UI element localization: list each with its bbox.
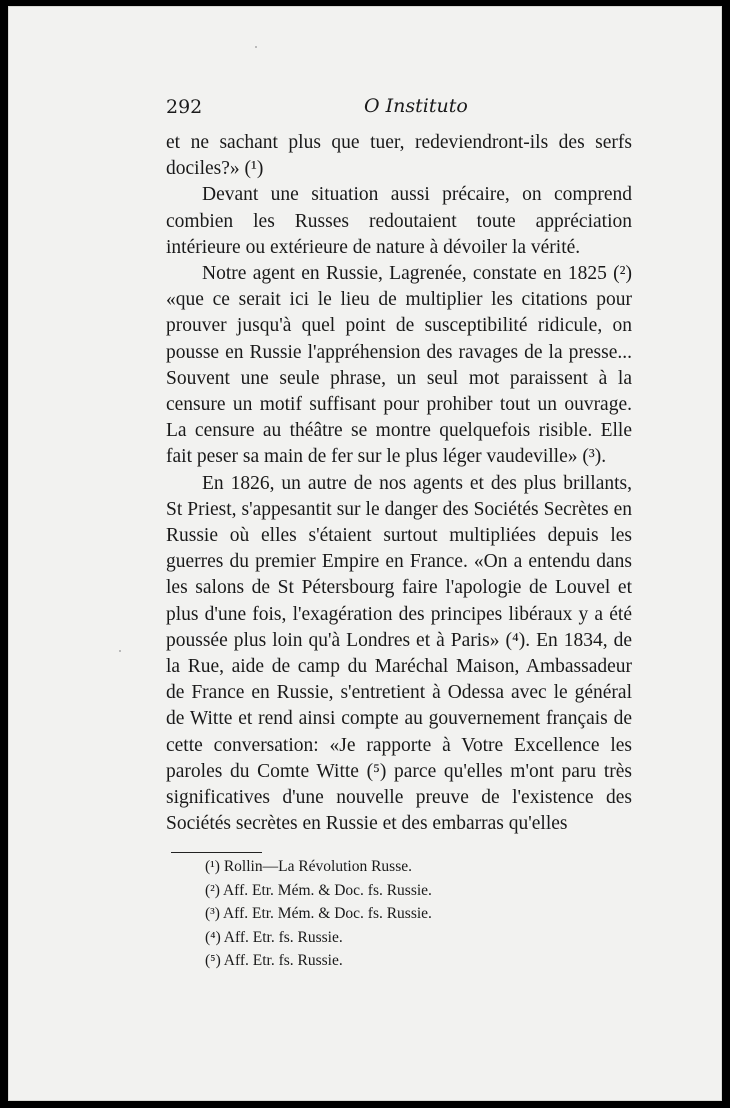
- page-header: [166, 96, 646, 126]
- footnote-divider: [171, 852, 262, 853]
- paragraph: Devant une situation aussi précaire, on comprend combien les Russes redoutaient toute appréciation intérieure ou extérieure de nature à dévoiler la vérité.: [166, 184, 632, 258]
- footnote: (⁴) Aff. Etr. fs. Russie.: [205, 928, 343, 946]
- page-number: 292: [166, 96, 203, 118]
- paragraph: et ne sachant plus que tuer, redeviendront-ils des serfs dociles?» (¹): [166, 132, 632, 180]
- paragraph: En 1826, un autre de nos agents et des plus brillants, St Priest, s'appesantit sur le danger des Sociétés Secrètes en Russie où elles s'étaient surtout multipliées depuis les guerres du premier Empire en France. «On a entendu dans les salons de St Pétersbourg faire l'apologie de Louvel et plus d'une fois, l'exagération des principes libéraux y a été poussée plus loin qu'à Londres et à Paris» (⁴). En 1834, de la Rue, aide de camp du Maréchal Maison, Ambassadeur de France en Russie, s'entretient à Odessa avec le général de Witte et rend ainsi compte au gouvernement français de cette conversation: «Je rapporte à Votre Excellence les paroles du Comte Witte (⁵) parce qu'elles m'ont paru très significatives d'une nouvelle preuve de l'existence des Sociétés secrètes en Russie et des embarras qu'elles: [166, 472, 632, 835]
- footnote: (²) Aff. Etr. Mém. & Doc. fs. Russie.: [205, 881, 432, 899]
- footnote: (³) Aff. Etr. Mém. & Doc. fs. Russie.: [205, 905, 432, 922]
- body-text: [166, 130, 632, 837]
- paper-speck: [119, 650, 121, 652]
- footnotes: [205, 855, 605, 973]
- paper-speck: [255, 46, 257, 48]
- running-title: O Instituto: [364, 95, 468, 117]
- paragraph: Notre agent en Russie, Lagrenée, constate en 1825 (²) «que ce serait ici le lieu de multiplier les citations pour prouver jusqu'à quel point de susceptibilité ridicule, on pousse en Russie l'appréhension des ravages de la presse... Souvent une seule phrase, un seul mot paraissent à la censure un motif suffisant pour prohiber tout un ouvrage. La censure au théâtre se montre quelquefois risible. Elle fait peser sa main de fer sur le plus léger vaudeville» (³).: [166, 263, 632, 468]
- footnote: (¹) Rollin—La Révolution Russe.: [205, 858, 412, 875]
- footnote: (⁵) Aff. Etr. fs. Russie.: [205, 952, 343, 969]
